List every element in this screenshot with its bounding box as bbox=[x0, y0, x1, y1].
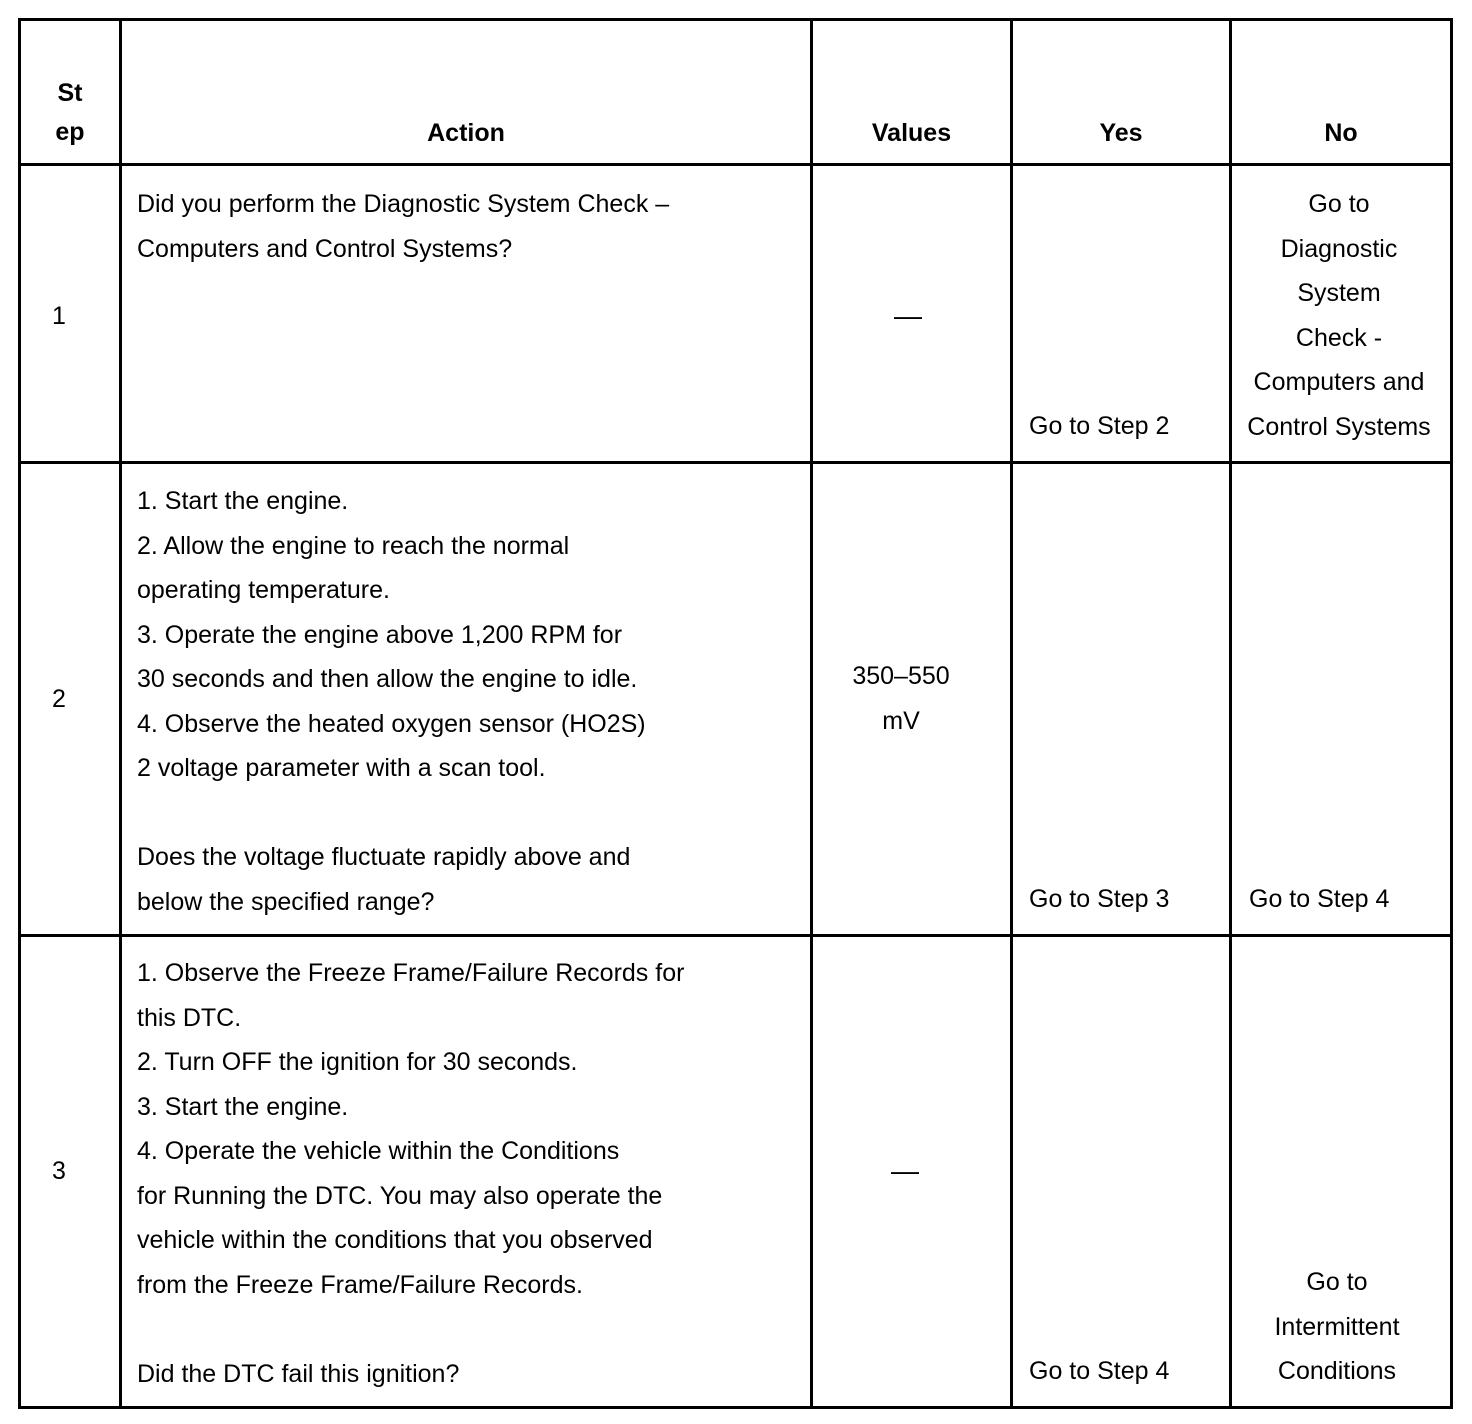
row-1-values: — bbox=[894, 300, 922, 331]
table-border-top bbox=[18, 18, 1453, 21]
row-divider-1 bbox=[18, 461, 1453, 464]
header-values: Values bbox=[871, 119, 952, 147]
table-border-right bbox=[1450, 18, 1453, 1409]
col-divider-step bbox=[119, 18, 122, 1409]
diagnostic-table bbox=[18, 18, 1453, 1409]
row-1-yes: Go to Step 2 bbox=[1029, 412, 1170, 440]
row-3-no: Go to Intermittent Conditions bbox=[1274, 1268, 1400, 1385]
row-2-no: Go to Step 4 bbox=[1249, 885, 1390, 913]
row-divider-2 bbox=[18, 934, 1453, 937]
header-yes: Yes bbox=[1099, 119, 1143, 147]
header-step: St ep bbox=[55, 79, 85, 146]
row-3-step: 3 bbox=[52, 1157, 66, 1185]
table-border-bottom bbox=[18, 1406, 1453, 1409]
row-1-step: 1 bbox=[52, 302, 66, 330]
row-3-values: — bbox=[891, 1155, 919, 1186]
header-no: No bbox=[1324, 119, 1358, 147]
row-2-yes: Go to Step 3 bbox=[1029, 885, 1170, 913]
table-border-left bbox=[18, 18, 21, 1409]
header-action: Action bbox=[427, 119, 505, 147]
row-1-no: Go to Diagnostic System Check - Computers and Control Systems bbox=[1247, 190, 1431, 441]
row-3-yes: Go to Step 4 bbox=[1029, 1357, 1170, 1385]
row-2-step: 2 bbox=[52, 685, 66, 713]
row-2-action: 1. Start the engine. 2. Allow the engine to reach the normal operating temperature. 3. Operate the engine above 1,200 RPM for 30 seconds and then allow the engine to idle. 4. Observe the heated oxygen sensor (HO2S) 2 voltage parameter with a scan tool. Does the voltage fluctuate rapidly above and below the specified range? bbox=[137, 487, 646, 916]
header-divider bbox=[18, 163, 1453, 166]
row-1-action: Did you perform the Diagnostic System Check – Computers and Control Systems? bbox=[137, 190, 670, 263]
col-divider-values bbox=[1010, 18, 1013, 1409]
row-3-action: 1. Observe the Freeze Frame/Failure Records for this DTC. 2. Turn OFF the ignition for 30 seconds. 3. Start the engine. 4. Operate the vehicle within the Conditions for Running the DTC. You may also operate the vehicle within the conditions that you observed from the Freeze Frame/Failure Records. Did the DTC fail this ignition? bbox=[137, 959, 685, 1388]
row-2-values: 350–550 mV bbox=[852, 662, 950, 735]
